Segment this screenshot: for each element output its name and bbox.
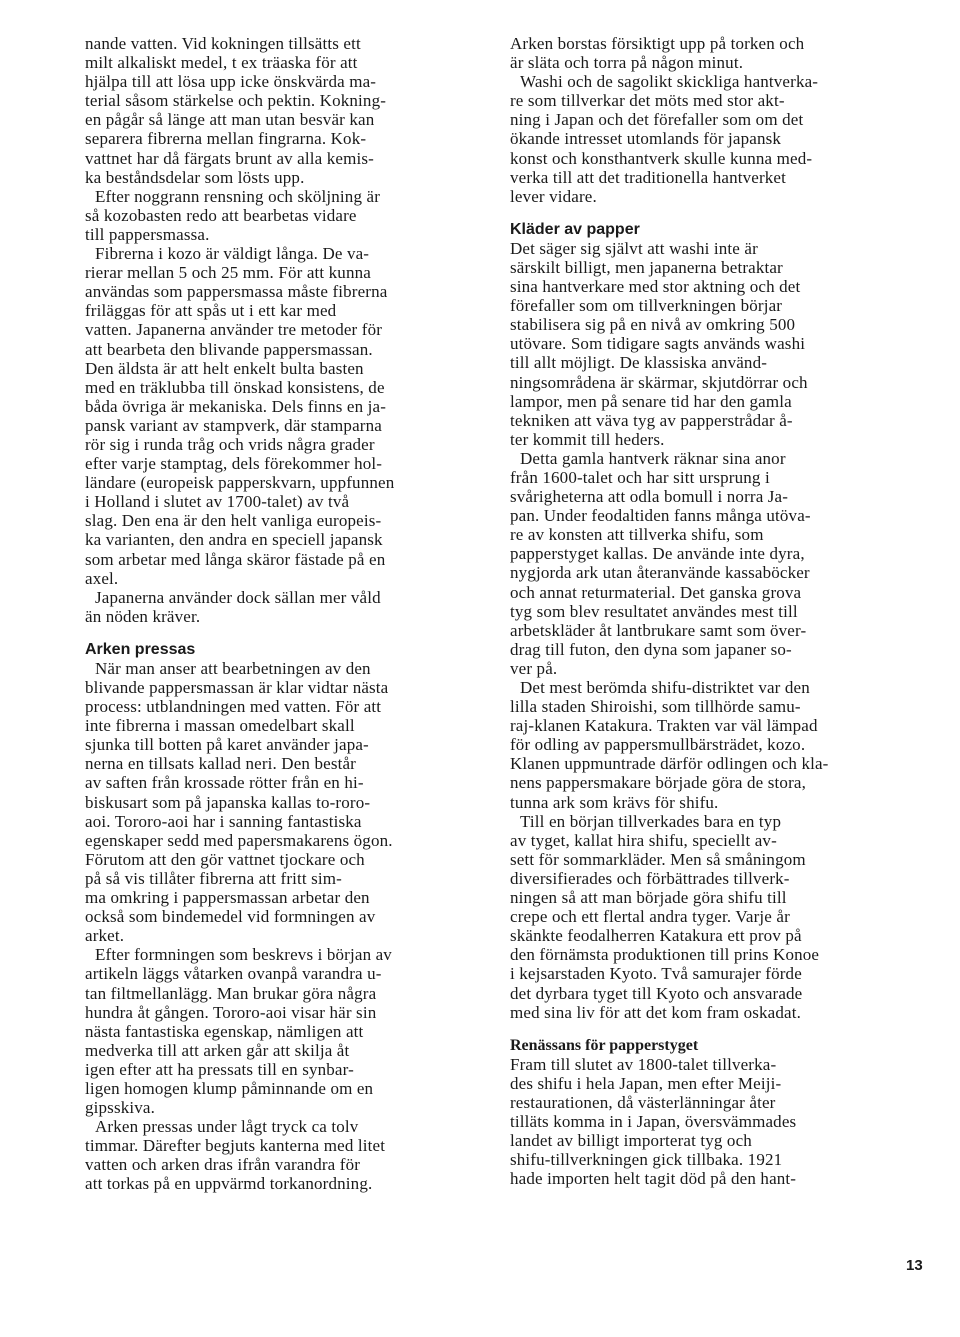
text-line: lilla staden Shiroishi, som tillhörde samu-: [510, 697, 801, 717]
text-line: båda övriga är mekaniska. Dels finns en ja-: [85, 396, 387, 416]
text-line: sina hantverkare med stor aktning och det: [510, 277, 801, 297]
text-line: axel.: [85, 568, 119, 588]
paragraph: [510, 1055, 905, 1189]
paragraph: [510, 678, 905, 812]
text-line: Japanerna använder dock sällan mer våld: [95, 587, 381, 607]
section-heading: Renässans för papperstyget: [510, 1036, 699, 1054]
text-line: shifu-tillverkningen gick tillbaka. 1921: [510, 1150, 783, 1170]
text-line: restaurationen, då västerlänningar åter: [510, 1092, 776, 1112]
text-line: gipsskiva.: [85, 1098, 155, 1118]
text-line: och annat returmaterial. Det ganska grova: [510, 582, 802, 602]
text-line: förefaller som om tillverkningen börjar: [510, 296, 783, 316]
section-heading: Arken pressas: [85, 640, 196, 658]
text-line: terial såsom stärkelse och pektin. Kokning-: [85, 91, 387, 111]
paragraph: [510, 72, 905, 206]
paragraph: [510, 34, 905, 72]
text-line: Det säger sig självt att washi inte är: [510, 238, 758, 258]
text-line: ökande intresset utomlands för japansk: [510, 129, 782, 149]
text-line: arket.: [85, 926, 125, 946]
text-line: lampor, men på senare tid har den gamla: [510, 391, 792, 411]
text-line: aoi. Tororo-aoi har i sanning fantastiska: [85, 811, 362, 831]
text-line: Den äldsta är att helt enkelt bulta basten: [85, 358, 364, 378]
text-line: hundra åt gången. Tororo-aoi visar här sin: [85, 1002, 377, 1022]
text-line: separera fibrerna mellan fingrarna. Kok-: [85, 129, 367, 149]
text-line: stabilisera sig på en nivå av omkring 500: [510, 315, 796, 335]
paragraph: [85, 1117, 480, 1193]
text-line: ning i Japan och det förefaller som om det: [510, 110, 804, 130]
text-line: att torkas på en uppvärmd torkanordning.: [85, 1174, 373, 1194]
text-line: i Holland i slutet av 1700-talet) av två: [85, 492, 350, 512]
text-line: av saften från krossade rötter från en hi-: [85, 773, 364, 793]
text-line: pan. Under feodaltiden fanns många utöva-: [510, 506, 811, 526]
text-line: svårigheterna att odla bomull i norra Ja-: [510, 487, 789, 507]
text-line: Klanen uppmuntrade därför odlingen och kla-: [510, 754, 829, 774]
text-line: en pågår så länge att man utan besvär kan: [85, 110, 375, 130]
text-line: i kejsarstaden Kyoto. Två samurajer förde: [510, 964, 802, 984]
text-line: ningsområdena är skärmar, skjutdörrar och: [510, 372, 808, 392]
text-line: verka till att det traditionella hantverket: [510, 167, 786, 187]
text-line: ver på.: [510, 658, 558, 678]
text-line: nens pappersmakare började göra de stora,: [510, 773, 806, 793]
text-line: på så vis tillåter fibrerna att fritt sim-: [85, 868, 342, 888]
text-line: friläggas för att spås ut i ett kar med: [85, 301, 337, 321]
text-line: drag till futon, den dyna som japaner so-: [510, 639, 792, 659]
text-line: till allt möjligt. De klassiska använd-: [510, 353, 768, 373]
text-line: användas som pappersmassa måste fibrerna: [85, 282, 388, 302]
text-line: process: utblandningen med vatten. För att: [85, 697, 382, 717]
text-line: ma omkring i pappersmassan arbetar den: [85, 888, 370, 908]
text-line: Efter formningen som beskrevs i början av: [95, 945, 392, 965]
text-line: sjunka till botten på karet använder japa-: [85, 735, 369, 755]
text-line: artikeln läggs våtarken ovanpå varandra u-: [85, 964, 382, 984]
paragraph: [510, 449, 905, 678]
text-line: tekniken att väva tyg av papperstrådar å-: [510, 410, 793, 430]
paragraph: [85, 187, 480, 244]
text-line: Arken pressas under lågt tryck ca tolv: [95, 1117, 359, 1137]
paragraph: [510, 239, 905, 449]
paragraph: [85, 945, 480, 1117]
text-line: nästa fantastiska egenskap, nämligen att: [85, 1021, 364, 1041]
text-line: Efter noggrann rensning och sköljning är: [95, 186, 381, 206]
text-line: Fram till slutet av 1800-talet tillverka-: [510, 1054, 777, 1074]
paragraph: [510, 812, 905, 1022]
text-line: lever vidare.: [510, 186, 597, 206]
text-line: med sina liv för att det kom fram oskadat.: [510, 1002, 801, 1022]
text-line: blivande pappersmassan är klar vidtar nästa: [85, 678, 389, 697]
text-line: re som tillverkar det möts med stor akt-: [510, 91, 785, 111]
text-line: Detta gamla hantverk räknar sina anor: [520, 448, 786, 468]
text-line: papperstyget kallas. De använde inte dyra,: [510, 544, 805, 564]
text-line: medverka till att arken går att skilja åt: [85, 1040, 350, 1060]
text-line: landet av billigt importerat tyg och: [510, 1131, 752, 1151]
text-line: crepe och ett flertal andra tyger. Varje år: [510, 907, 790, 927]
text-line: milt alkaliskt medel, t ex träaska för att: [85, 53, 358, 73]
text-line: igen efter att ha pressats till en synbar-: [85, 1059, 354, 1079]
text-line: raj-klanen Katakura. Trakten var väl lämpad: [510, 716, 818, 736]
text-line: skänkte feodalherren Katakura ett prov på: [510, 926, 802, 946]
text-line: det dyrbara tyget till Kyoto och ansvarade: [510, 983, 803, 1003]
text-line: sett för sommarkläder. Men så småningom: [510, 849, 806, 869]
text-line: rör sig i runda tråg och vrids några grader: [85, 434, 375, 454]
text-line: ningen så att man började göra shifu till: [510, 888, 787, 908]
text-line: till pappersmassa.: [85, 224, 210, 244]
text-line: När man anser att bearbetningen av den: [95, 658, 371, 678]
text-line: Arken borstas försiktigt upp på torken och: [510, 34, 805, 53]
text-line: egenskaper sedd med papersmakarens ögon.: [85, 830, 393, 850]
page-number: 13: [906, 1257, 923, 1274]
text-line: des shifu i hela Japan, men efter Meiji-: [510, 1073, 782, 1093]
text-line: Washi och de sagolikt skickliga hantverka-: [520, 72, 819, 92]
text-line: med en träklubba till önskad konsistens, de: [85, 377, 385, 397]
text-line: biskusart som på japanska kallas to-roro-: [85, 792, 371, 812]
text-line: rierar mellan 5 och 25 mm. För att kunna: [85, 263, 371, 283]
text-line: efter varje stamptag, dels förekommer hol-: [85, 454, 383, 474]
section-heading: Kläder av papper: [510, 220, 640, 238]
paragraph: [85, 588, 480, 626]
text-line: diversifierades och förbättrades tillverk-: [510, 868, 790, 888]
text-line: för odling av pappersmullbärsträdet, kozo.: [510, 735, 806, 755]
text-line: ligen homogen klump påminnande om en: [85, 1078, 374, 1098]
text-line: Förutom att den gör vattnet tjockare och: [85, 849, 365, 869]
text-line: re av konsten att tillverka shifu, som: [510, 525, 764, 545]
text-line: Det mest berömda shifu-distriktet var den: [520, 678, 810, 697]
text-line: pansk variant av stampverk, där stamparna: [85, 415, 382, 435]
text-line: tyg som blev resultatet användes mest till: [510, 601, 798, 621]
paragraph: [85, 244, 480, 588]
text-line: av tyget, kallat hira shifu, speciellt av-: [510, 830, 777, 850]
text-line: inte fibrerna i massan omedelbart skall: [85, 716, 355, 736]
left-column: [85, 34, 480, 1194]
paragraph: [85, 659, 480, 945]
text-line: timmar. Därefter begjuts kanterna med litet: [85, 1136, 386, 1156]
text-line: konst och konsthantverk skulle kunna med-: [510, 148, 813, 168]
text-line: arbetskläder åt lantbrukare samt som över-: [510, 620, 807, 640]
text-line: särskilt billigt, men japanerna betraktar: [510, 257, 783, 277]
right-column: [510, 34, 905, 1188]
text-line: så kozobasten redo att bearbetas vidare: [85, 205, 357, 225]
text-line: vatten. Japanerna använder tre metoder för: [85, 320, 383, 340]
text-line: än nöden kräver.: [85, 606, 201, 626]
text-line: nerna en tillsats kallad neri. Den består: [85, 754, 356, 774]
text-line: hade importen helt tagit död på den hant-: [510, 1169, 797, 1189]
text-line: vattnet har då färgats brunt av alla kemis-: [85, 148, 374, 168]
text-line: att bearbeta den blivande pappersmassan.: [85, 339, 373, 359]
text-line: som arbetar med långa skäror fästade på en: [85, 549, 386, 569]
text-line: är släta och torra på någon minut.: [510, 53, 744, 73]
text-line: Fibrerna i kozo är väldigt långa. De va-: [95, 244, 370, 264]
text-line: Till en början tillverkades bara en typ: [520, 811, 782, 831]
text-line: från 1600-talet och har sitt ursprung i: [510, 467, 770, 487]
text-line: nygjorda ark utan återanvände kassaböcker: [510, 563, 810, 583]
text-line: ländare (europeisk papperskvarn, uppfunnen: [85, 473, 395, 493]
text-line: den förnämsta produktionen till prins Konoe: [510, 945, 820, 965]
paragraph: [85, 34, 480, 187]
text-line: ka varianten, den andra en speciell japansk: [85, 530, 383, 550]
text-line: tan filtmellanlägg. Man brukar göra några: [85, 983, 377, 1003]
text-line: utövare. Som tidigare sagts används washi: [510, 334, 806, 354]
text-line: också som bindemedel vid formningen av: [85, 907, 376, 927]
text-line: ter kommit till heders.: [510, 429, 665, 449]
text-line: hjälpa till att lösa upp icke önskvärda ma-: [85, 72, 377, 92]
text-line: vatten och arken dras ifrån varandra för: [85, 1155, 361, 1175]
text-line: tilläts komma in i Japan, översvämmades: [510, 1111, 797, 1131]
text-line: ka beståndsdelar som lösts upp.: [85, 167, 305, 187]
text-line: tunna ark som krävs för shifu.: [510, 792, 719, 812]
text-line: slag. Den ena är den helt vanliga europeis-: [85, 511, 382, 531]
text-line: nande vatten. Vid kokningen tillsätts ett: [85, 34, 361, 53]
